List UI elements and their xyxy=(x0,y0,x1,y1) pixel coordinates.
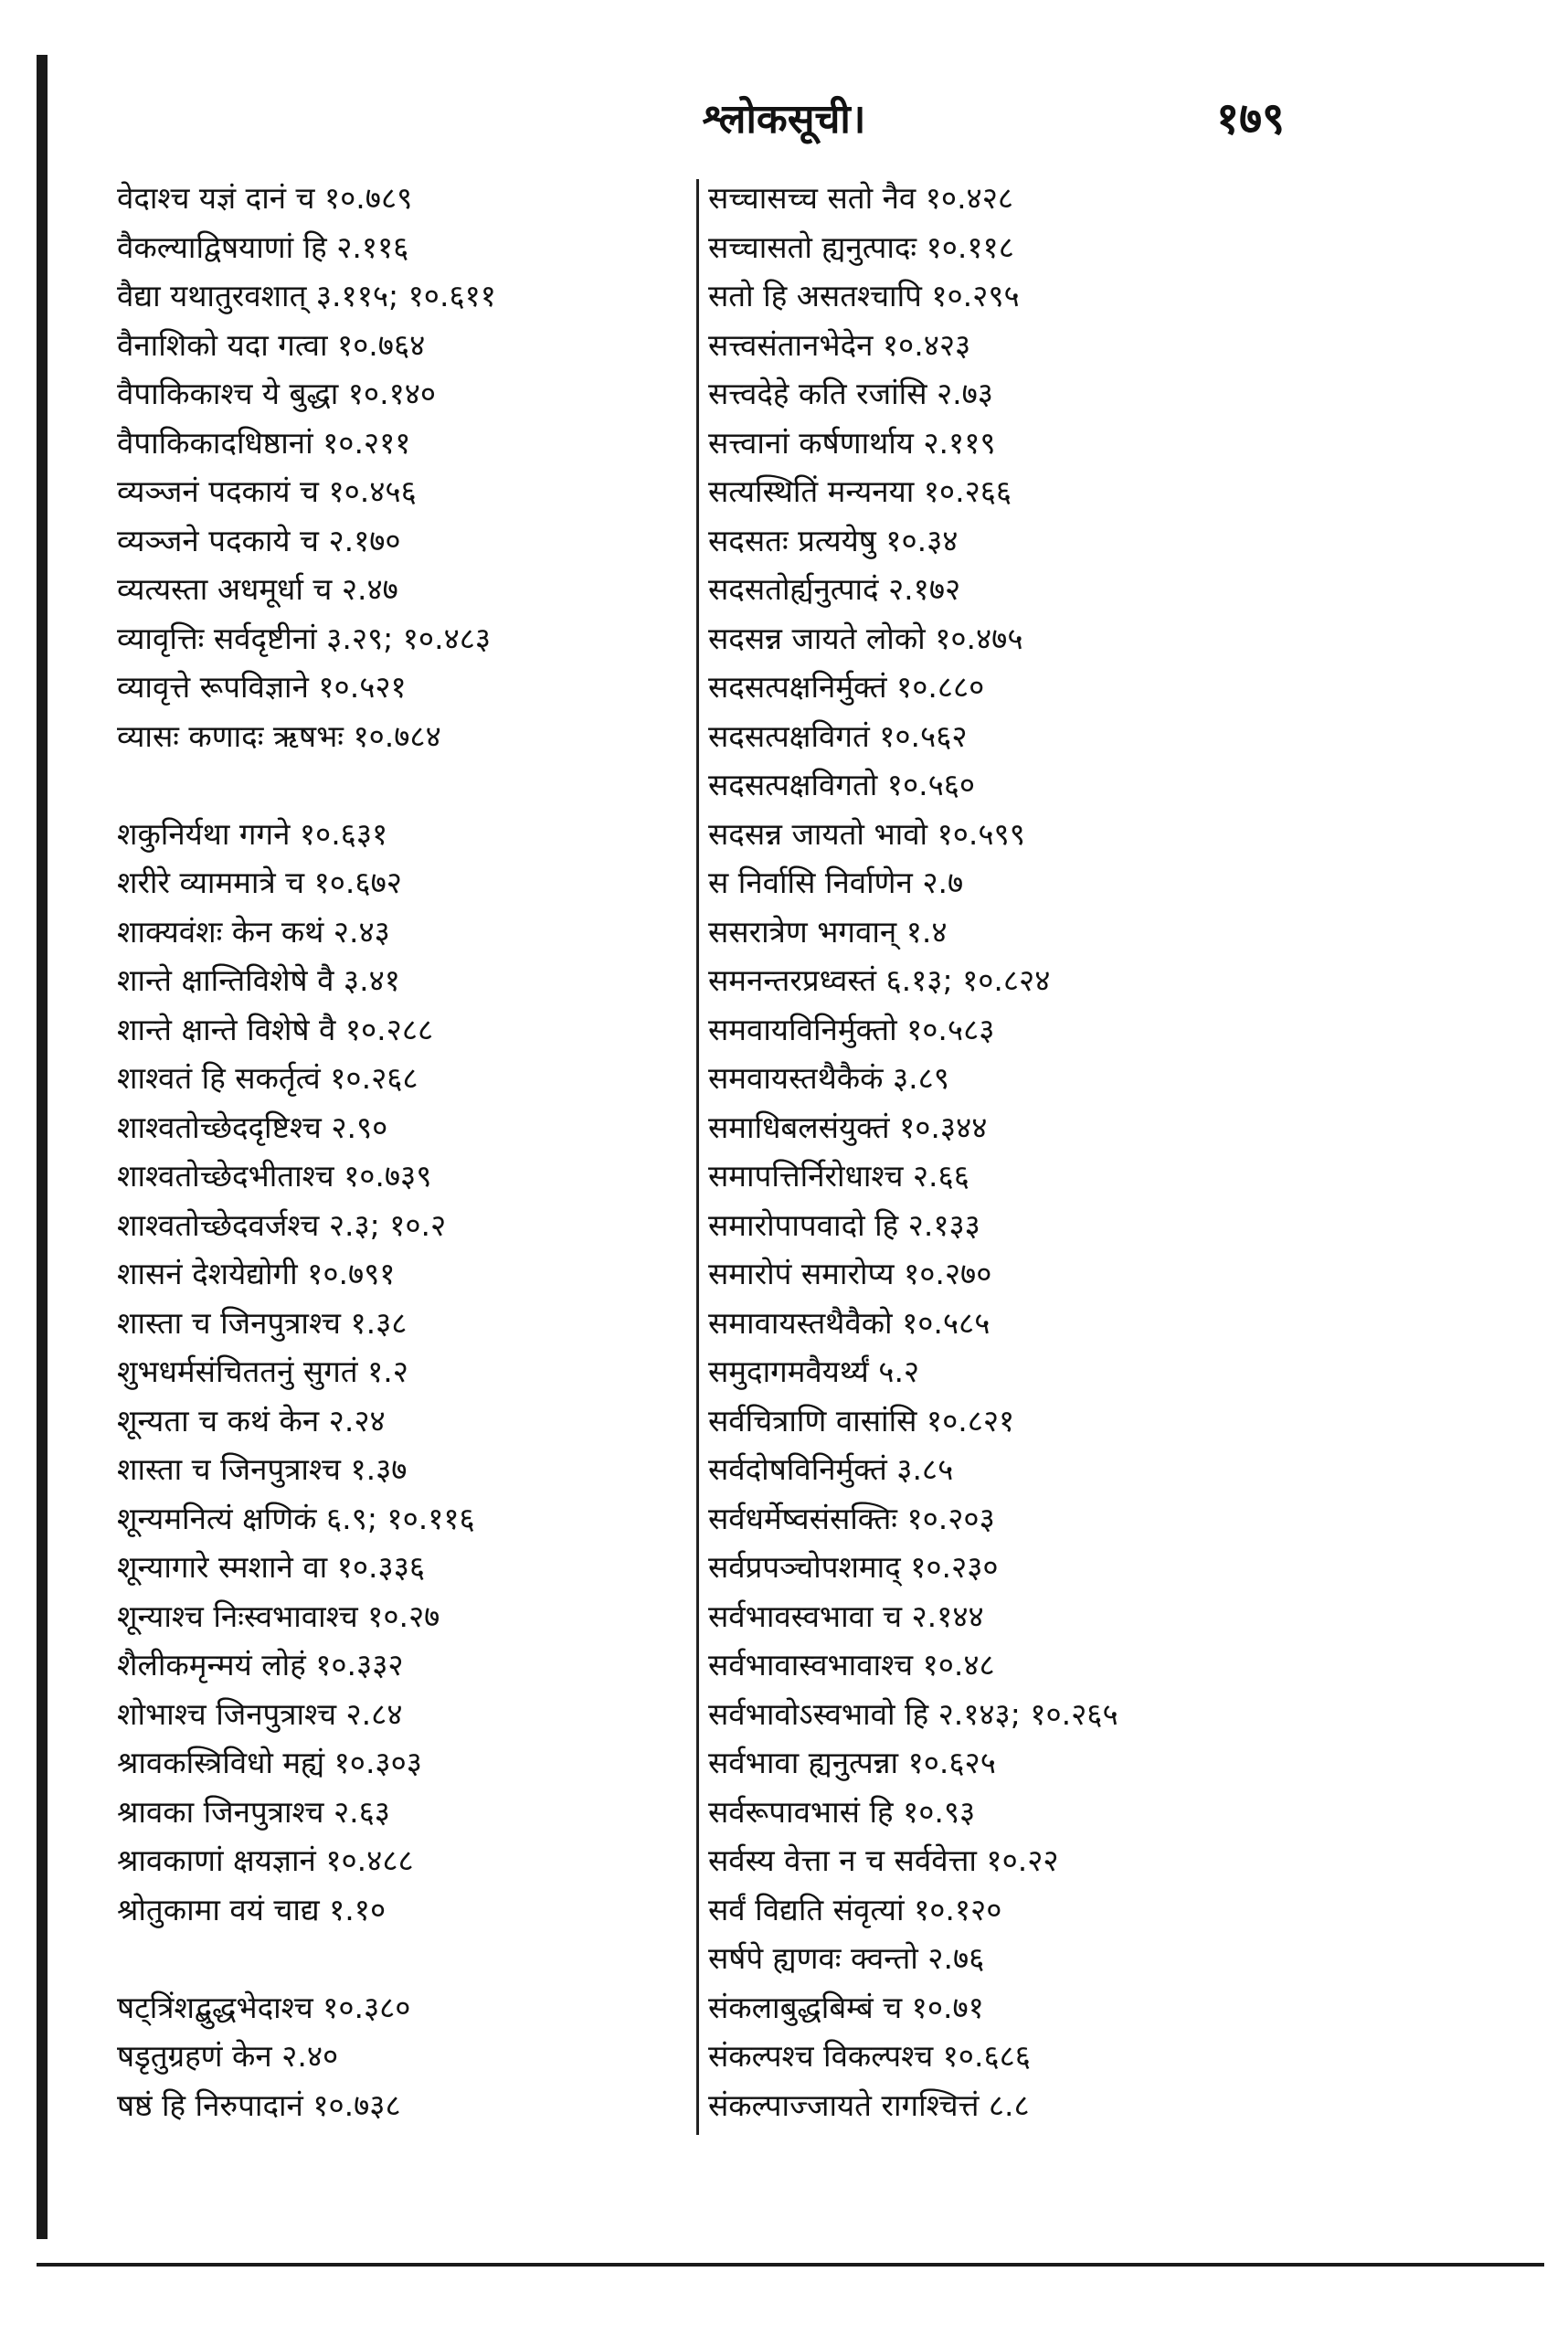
index-entry: शुभधर्मसंचिततनुं सुगतं १.२ xyxy=(117,1354,408,1389)
index-entry: संकल्पाज्जायते रागश्चित्तं ८.८ xyxy=(708,2086,1030,2123)
index-entry: शून्यता च कथं केन २.२४ xyxy=(117,1402,386,1439)
index-entry: शाश्वतं हि सकर्तृत्वं १०.२६८ xyxy=(117,1060,418,1096)
index-entry: सत्त्वानां कर्षणार्थाय २.११९ xyxy=(708,424,996,461)
index-entry: व्यासः कणादः ऋषभः १०.७८४ xyxy=(117,717,441,754)
index-entry: वैकल्याद्विषयाणां हि २.११६ xyxy=(117,228,409,265)
page-number: १७९ xyxy=(1216,93,1285,144)
index-entry: सत्त्वसंतानभेदेन १०.४२३ xyxy=(708,326,971,363)
index-entry: सर्वभावोऽस्वभावो हि २.१४३; १०.२६५ xyxy=(708,1695,1118,1732)
index-entry: सदसन्न जायतो भावो १०.५९९ xyxy=(708,815,1025,852)
index-entry: व्यत्यस्ता अधमूर्धा च २.४७ xyxy=(117,571,398,607)
index-entry: सदसतः प्रत्ययेषु १०.३४ xyxy=(708,522,959,558)
index-entry: व्यञ्जनं पदकायं च १०.४५६ xyxy=(117,473,417,509)
index-entry: शैलीकमृन्मयं लोहं १०.३३२ xyxy=(117,1647,404,1683)
index-entry: सदसन्न जायते लोको १०.४७५ xyxy=(708,620,1023,656)
index-entry: शरीरे व्याममात्रे च १०.६७२ xyxy=(117,865,402,900)
index-entry: समुदागमवैयर्थ्यं ५.२ xyxy=(708,1354,920,1389)
index-entry: सच्चासच्च सतो नैव १०.४२८ xyxy=(708,180,1014,216)
index-entry: श्रावका जिनपुत्राश्च २.६३ xyxy=(117,1793,390,1830)
index-entry: समनन्तरप्रध्वस्तं ६.१३; १०.८२४ xyxy=(708,962,1051,998)
index-entry: व्यञ्जने पदकाये च २.१७० xyxy=(117,522,401,558)
index-entry: सर्वधर्मेष्वसंसक्तिः १०.२०३ xyxy=(708,1500,995,1536)
index-entry: षट्त्रिंशद्बुद्धभेदाश्च १०.३८० xyxy=(117,1989,411,2025)
index-entry: व्यावृत्ते रूपविज्ञाने १०.५२१ xyxy=(117,669,407,705)
index-entry: शकुनिर्यथा गगने १०.६३१ xyxy=(117,815,388,852)
index-entry: शून्यागारे स्मशाने वा १०.३३६ xyxy=(117,1549,426,1585)
index-entry: श्रावकाणां क्षयज्ञानं १०.४८८ xyxy=(117,1842,414,1878)
left-margin-rule xyxy=(37,55,48,2239)
index-entry: सदसतोर्ह्यनुत्पादं २.१७२ xyxy=(708,571,961,607)
index-entry: वैनाशिको यदा गत्वा १०.७६४ xyxy=(117,326,426,363)
index-entry: सर्वरूपावभासं हि १०.९३ xyxy=(708,1793,976,1830)
index-entry: सर्वस्य वेत्ता न च सर्ववेत्ता १०.२२ xyxy=(708,1842,1059,1878)
index-entry: सदसत्पक्षविगतं १०.५६२ xyxy=(708,717,968,754)
index-entry: समवायस्तथैकैकं ३.८९ xyxy=(708,1060,949,1096)
index-entry: संकल्पश्च विकल्पश्च १०.६८६ xyxy=(708,2038,1031,2074)
index-entry: शाश्वतोच्छेदवर्जश्च २.३; १०.२ xyxy=(117,1206,447,1243)
index-entry: शून्यमनित्यं क्षणिकं ६.९; १०.११६ xyxy=(117,1500,475,1536)
index-entry: षष्ठं हि निरुपादानं १०.७३८ xyxy=(117,2086,401,2123)
index-entry: सर्वभावास्वभावाश्च १०.४८ xyxy=(708,1647,995,1683)
index-entry: ससरात्रेण भगवान् १.४ xyxy=(708,913,948,950)
index-entry: शान्ते क्षान्ते विशेषे वै १०.२८८ xyxy=(117,1011,434,1047)
right-column xyxy=(708,174,1348,2129)
left-column xyxy=(117,174,683,2129)
column-divider xyxy=(696,179,699,2135)
index-entry: सर्वभावस्वभावा च २.१४४ xyxy=(708,1598,984,1634)
index-entry: सच्चासतो ह्यनुत्पादः १०.११८ xyxy=(708,228,1014,265)
index-entry: वेदाश्च यज्ञं दानं च १०.७८९ xyxy=(117,180,413,216)
index-entry: शाश्वतोच्छेददृष्टिश्च २.९० xyxy=(117,1109,388,1145)
index-entry: व्यावृत्तिः सर्वदृष्टीनां ३.२९; १०.४८३ xyxy=(117,620,492,656)
index-entry: वैपाकिकादधिष्ठानां १०.२११ xyxy=(117,424,411,461)
index-entry: सर्वप्रपञ्चोपशमाद् १०.२३० xyxy=(708,1549,999,1585)
index-entry: सतो हि असतश्चापि १०.२९५ xyxy=(708,278,1020,313)
index-entry: श्रावकस्त्रिविधो मह्यं १०.३०३ xyxy=(117,1745,422,1780)
index-entry: शान्ते क्षान्तिविशेषे वै ३.४१ xyxy=(117,962,400,998)
index-entry: सर्वभावा ह्यनुत्पन्ना १०.६२५ xyxy=(708,1745,996,1780)
index-entry: समारोपं समारोप्य १०.२७० xyxy=(708,1256,992,1291)
index-entry: संकलाबुद्धबिम्बं च १०.७१ xyxy=(708,1989,984,2025)
index-entry: सर्षपे ह्यणवः क्वन्तो २.७६ xyxy=(708,1940,985,1976)
index-entry: समापत्तिर्निरोधाश्च २.६६ xyxy=(708,1158,969,1194)
index-entry: शून्याश्च निःस्वभावाश्च १०.२७ xyxy=(117,1598,440,1634)
group-spacer xyxy=(117,760,683,810)
index-entry: शाश्वतोच्छेदभीताश्च १०.७३९ xyxy=(117,1158,432,1194)
page-title: श्लोकसूची। xyxy=(702,96,866,143)
index-entry: शाक्यवंशः केन कथं २.४३ xyxy=(117,913,390,950)
index-entry: षडृतुग्रहणं केन २.४० xyxy=(117,2038,339,2074)
index-entry: समवायविनिर्मुक्तो १०.५८३ xyxy=(708,1011,995,1047)
index-entry: सर्वं विद्यति संवृत्यां १०.१२० xyxy=(708,1891,1002,1927)
index-entry: शास्ता च जिनपुत्राश्च १.३७ xyxy=(117,1451,408,1487)
bottom-rule xyxy=(37,2263,1544,2267)
index-entry: समावायस्तथैवैको १०.५८५ xyxy=(708,1304,991,1341)
index-entry: शास्ता च जिनपुत्राश्च १.३८ xyxy=(117,1304,408,1341)
index-entry: समाधिबलसंयुक्तं १०.३४४ xyxy=(708,1109,988,1145)
group-spacer xyxy=(117,1934,683,1983)
index-entry: सदसत्पक्षविगतो १०.५६० xyxy=(708,767,976,802)
index-entry: वैपाकिकाश्च ये बुद्धा १०.१४० xyxy=(117,376,437,411)
index-entry: सत्यस्थितिं मन्यनया १०.२६६ xyxy=(708,473,1012,509)
index-entry: वैद्या यथातुरवशात् ३.११५; १०.६११ xyxy=(117,278,496,313)
index-entry: समारोपापवादो हि २.१३३ xyxy=(708,1206,980,1243)
index-entry: शोभाश्च जिनपुत्राश्च २.८४ xyxy=(117,1695,403,1732)
index-entry: सर्वचित्राणि वासांसि १०.८२१ xyxy=(708,1402,1015,1439)
index-entry: सर्वदोषविनिर्मुक्तं ३.८५ xyxy=(708,1451,954,1487)
index-entry: स निर्वासि निर्वाणेन २.७ xyxy=(708,865,964,900)
index-entry: श्रोतुकामा वयं चाद्य १.१० xyxy=(117,1891,387,1927)
index-entry: सदसत्पक्षनिर्मुक्तं १०.८८० xyxy=(708,669,985,705)
index-entry: सत्त्वदेहे कति रजांसि २.७३ xyxy=(708,376,993,411)
index-entry: शासनं देशयेद्योगी १०.७९१ xyxy=(117,1256,396,1291)
